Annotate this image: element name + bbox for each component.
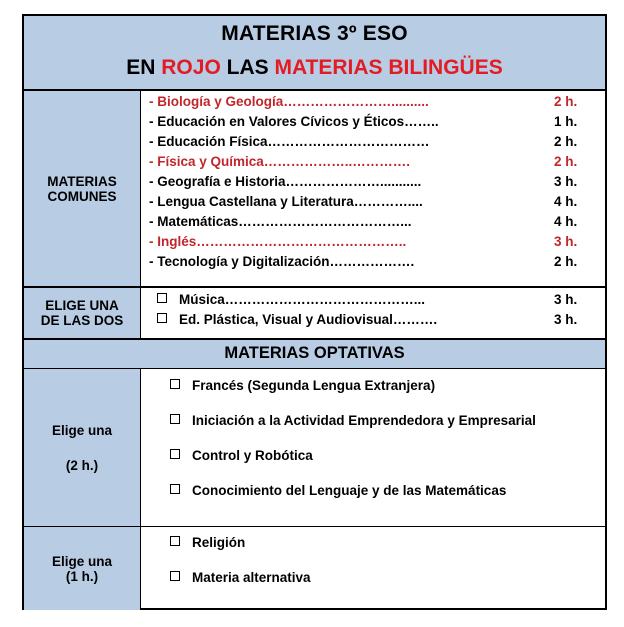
subtitle-part-3: LAS (220, 56, 275, 79)
subject-label: - Educación en Valores Cívicos y Éticos…….. (149, 114, 439, 129)
optativas-heading: MATERIAS OPTATIVAS (224, 344, 405, 362)
subject-label: - Lengua Castellana y Literatura………….... (149, 194, 423, 209)
elective-choice-row[interactable] (157, 312, 437, 327)
checkbox-icon[interactable] (170, 449, 180, 459)
comunes-subject-row (149, 94, 429, 109)
optional-subject-row[interactable] (170, 413, 536, 428)
subtitle-bilingual: MATERIAS BILINGÜES (274, 56, 503, 79)
elective-label: Ed. Plástica, Visual y Audiovisual………. (179, 312, 438, 327)
subject-hours: 4 h. (554, 194, 578, 209)
comunes-subject-row (149, 234, 406, 249)
subject-hours: 2 h. (554, 134, 578, 149)
comunes-subject-row (149, 174, 421, 189)
subject-hours: 2 h. (554, 254, 578, 269)
optional-subject-label: Conocimiento del Lenguaje y de las Matemáticas (192, 483, 507, 498)
checkbox-icon[interactable] (170, 536, 180, 546)
group2-label-line2: (1 h.) (65, 568, 99, 584)
optativas-band (24, 340, 605, 368)
subtitle-part-1: EN (126, 56, 162, 79)
group1-label-line2: (2 h.) (65, 457, 99, 473)
group1-label-line1: Elige una (51, 422, 112, 438)
checkbox-icon[interactable] (170, 379, 180, 389)
subject-label: - Educación Física……………………………… (149, 134, 430, 149)
subject-hours: 2 h. (554, 154, 578, 169)
elective-hours: 3 h. (554, 292, 578, 307)
elige-dos-label-line1: ELIGE UNA (45, 298, 119, 313)
optional-subject-row[interactable] (170, 378, 435, 393)
optional-subject-label: Religión (192, 535, 246, 550)
subject-label: - Inglés……………………………………….. (149, 234, 407, 249)
checkbox-icon[interactable] (157, 313, 167, 323)
subject-label: - Geografía e Historia…………………........... (149, 174, 422, 189)
optativas-group1-label-cell (24, 369, 140, 526)
comunes-subject-row (149, 154, 410, 169)
comunes-label-cell (24, 91, 140, 286)
subjects-table (22, 14, 607, 610)
subject-label: - Física y Química………………..…………. (149, 154, 411, 169)
subtitle-rojo: ROJO (161, 56, 221, 79)
subject-hours: 2 h. (554, 94, 578, 109)
optional-subject-row[interactable] (170, 448, 313, 463)
elective-hours: 3 h. (554, 312, 578, 327)
comunes-subject-row (149, 114, 439, 129)
optional-subject-row[interactable] (170, 570, 311, 585)
page-title: MATERIAS 3º ESO (221, 22, 408, 45)
elige-dos-label-cell (24, 288, 140, 338)
subject-label: - Tecnología y Digitalización………………. (149, 254, 415, 269)
subject-label: - Biología y Geología…………………….......... (149, 94, 429, 109)
column-divider (140, 369, 141, 526)
subject-hours: 1 h. (554, 114, 578, 129)
optional-subject-label: Materia alternativa (192, 570, 311, 585)
comunes-label-line1: MATERIAS (47, 173, 117, 189)
subject-hours: 3 h. (554, 234, 578, 249)
elective-label: Música……………………………………... (179, 292, 426, 307)
column-divider (140, 527, 141, 610)
title-band (24, 16, 605, 89)
comunes-subject-row (149, 254, 414, 269)
optional-subject-label: Control y Robótica (192, 448, 313, 463)
checkbox-icon[interactable] (170, 414, 180, 424)
comunes-label-line2: COMUNES (47, 188, 117, 204)
page-subtitle (24, 56, 605, 80)
optional-subject-label: Iniciación a la Actividad Emprendedora y Empresarial (192, 413, 536, 428)
comunes-subject-row (149, 194, 423, 209)
optional-subject-row[interactable] (170, 483, 506, 498)
comunes-subject-row (149, 134, 430, 149)
elective-choice-row[interactable] (157, 292, 425, 307)
optional-subject-row[interactable] (170, 535, 245, 550)
column-divider (140, 91, 141, 286)
optativas-group2-label-cell (24, 527, 140, 610)
elige-dos-label-line2: DE LAS DOS (40, 313, 124, 328)
optional-subject-label: Francés (Segunda Lengua Extranjera) (192, 378, 436, 393)
column-divider (140, 288, 141, 338)
checkbox-icon[interactable] (170, 571, 180, 581)
subject-label: - Matemáticas………………………………... (149, 214, 412, 229)
group2-label-line1: Elige una (51, 553, 112, 569)
subject-hours: 3 h. (554, 174, 578, 189)
checkbox-icon[interactable] (157, 293, 167, 303)
checkbox-icon[interactable] (170, 484, 180, 494)
subject-hours: 4 h. (554, 214, 578, 229)
comunes-subject-row (149, 214, 412, 229)
